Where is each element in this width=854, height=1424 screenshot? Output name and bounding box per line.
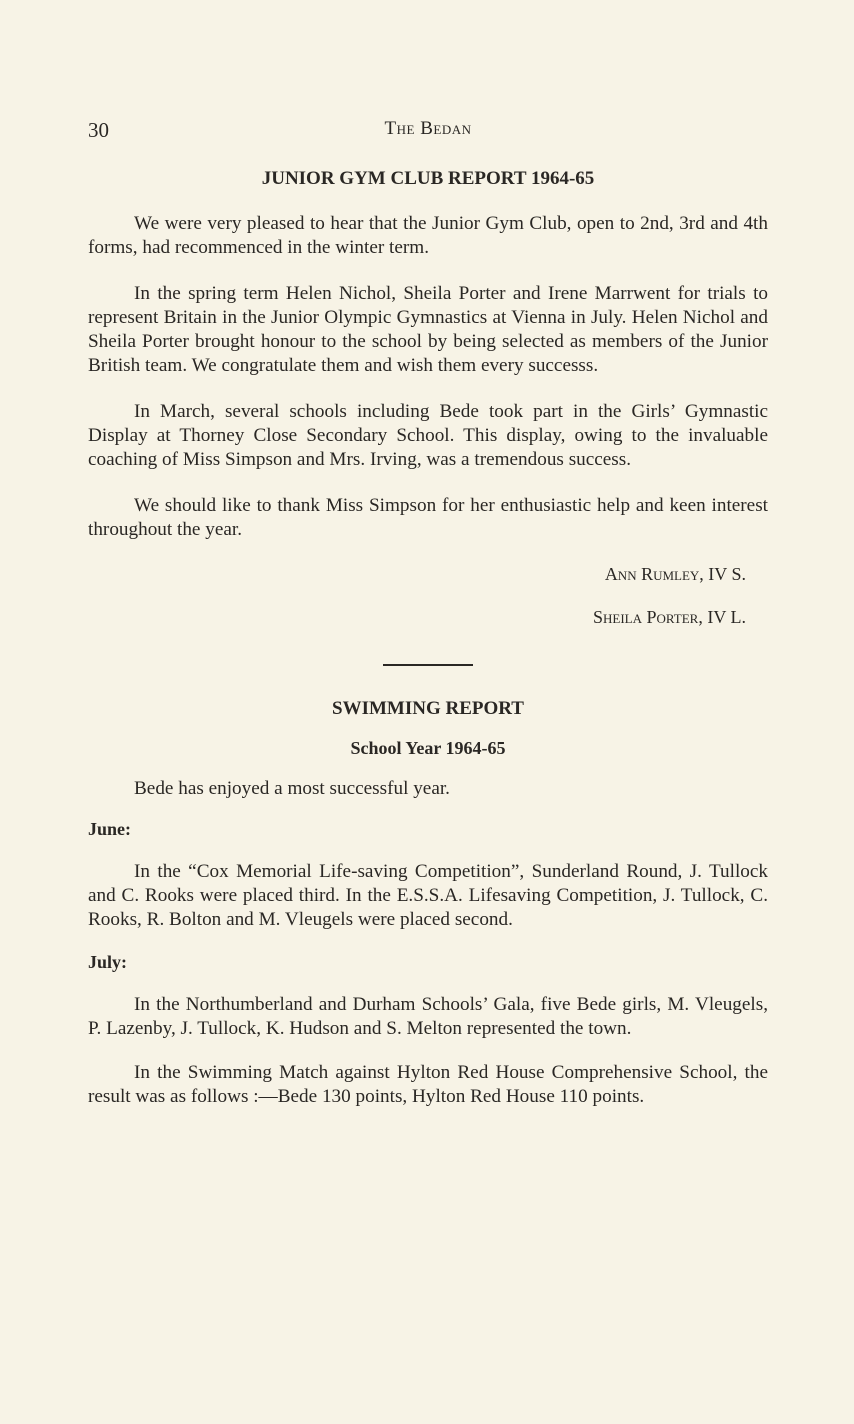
paragraph: In the Northumberland and Durham Schools’ Gala, five Bede girls, M. Vleugels, P. Lazenby, J. Tullock, K. Hudson and S. Melton represented the town. bbox=[88, 994, 768, 1039]
gym-report-title: JUNIOR GYM CLUB REPORT 1964-65 bbox=[261, 168, 595, 189]
swimming-report-subtitle: School Year 1964-65 bbox=[350, 738, 506, 758]
paragraph: Bede has enjoyed a most successful year. bbox=[134, 778, 450, 799]
paragraph: In the “Cox Memorial Life-saving Competition”, Sunderland Round, J. Tullock and C. Rooks were placed third. In the E.S.S.A. Lifesaving Competition, J. Tullock, C. Rooks, R. Bolton and M. Vleugels were placed second. bbox=[88, 861, 768, 930]
section-divider bbox=[383, 664, 473, 666]
paragraph: In the Swimming Match against Hylton Red House Comprehensive School, the result was as follows :—Bede 130 points, Hylton Red House 110 points. bbox=[88, 1062, 768, 1107]
paragraph: In March, several schools including Bede took part in the Girls’ Gymnastic Display at Thorney Close Secondary School. This display, owing to the invaluable coaching of Miss Simpson and Mrs. Irving, was a tremendous success. bbox=[88, 401, 768, 470]
paragraph: We were very pleased to hear that the Junior Gym Club, open to 2nd, 3rd and 4th forms, had recommenced in the winter term. bbox=[88, 213, 768, 258]
page-header bbox=[88, 118, 768, 148]
signature: Sheila Porter, IV L. bbox=[592, 607, 746, 627]
running-title: The Bedan bbox=[384, 118, 472, 139]
page-number: 30 bbox=[88, 118, 109, 142]
swimming-report-title: SWIMMING REPORT bbox=[332, 698, 524, 719]
month-label-june: June: bbox=[88, 819, 132, 839]
page-content bbox=[88, 168, 768, 1109]
paragraph: We should like to thank Miss Simpson for her enthusiastic help and keen interest throughout the year. bbox=[88, 495, 768, 540]
signature: Ann Rumley, IV S. bbox=[604, 564, 746, 584]
paragraph: In the spring term Helen Nichol, Sheila Porter and Irene Marrwent for trials to represent Britain in the Junior Olympic Gymnastics at Vienna in July. Helen Nichol and Sheila Porter brought honour to the school by being selected as members of the Junior British team. We congratulate them and wish them every successs. bbox=[88, 283, 768, 376]
month-label-july: July: bbox=[88, 952, 128, 972]
